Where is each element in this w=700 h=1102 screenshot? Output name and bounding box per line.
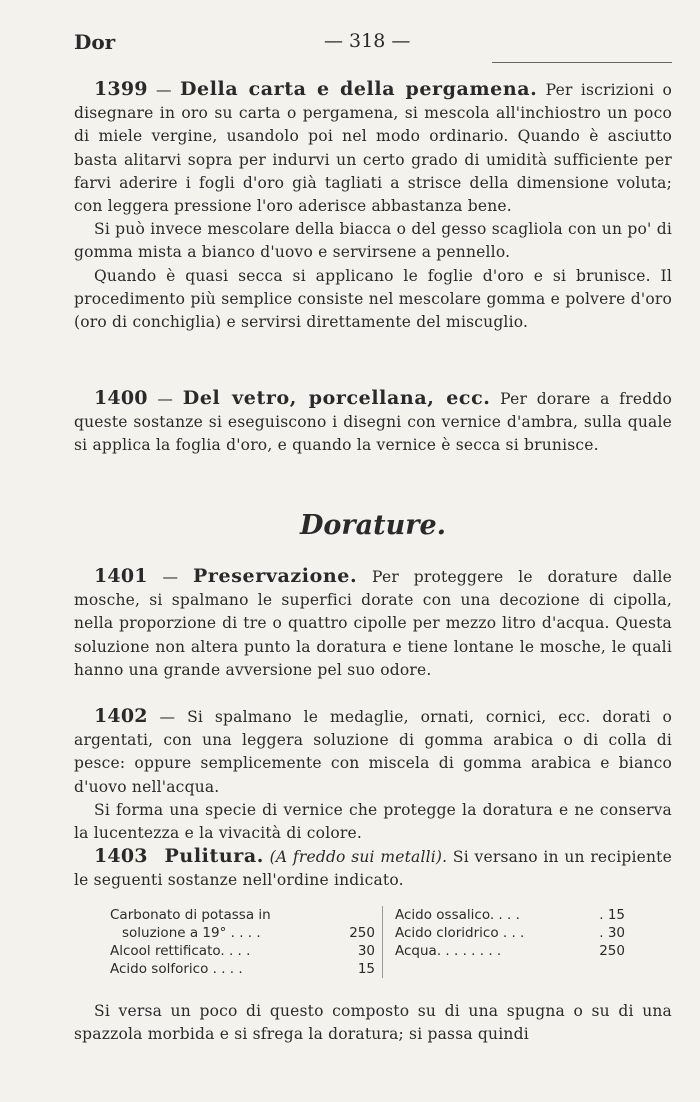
section-title: Dorature. xyxy=(299,510,447,541)
entry-1403 xyxy=(74,845,672,892)
paragraph xyxy=(74,387,672,458)
entry-1400 xyxy=(74,387,672,458)
page-header xyxy=(74,30,672,56)
paragraph: Si può invece mescolare della biacca o del gesso scagliola con un po' di gomma mista a bianco d'uovo e servirsene a pennello. xyxy=(74,220,672,262)
header-rule xyxy=(492,62,672,63)
closing-text xyxy=(74,1000,672,1046)
paragraph xyxy=(74,845,672,892)
dash: — xyxy=(147,708,188,726)
entry-text: Per iscrizioni o disegnare in oro su carta o pergamena, si mescola all'inchiostro un poco di miele vergine, usandolo poi nel modo ordinario. Quando è asciutto basta alitarvi sopra per indurvi un certo grado di umidità sufficiente per farvi aderire i fogli d'oro già tagliati a strisce della dimensione voluta; con leggera pressione l'oro aderisce abbastanza bene. xyxy=(74,81,673,216)
entry-text: Si spalmano le medaglie, ornati, cornici, ecc. dorati o argentati, con una leggera soluzione di gomma arabica o di colla di pesce: oppure semplicemente con miscela di gomma arabica e bianco d'uovo nell'acqua. xyxy=(74,708,672,796)
dash: — xyxy=(147,81,180,99)
entry-title: Preservazione. xyxy=(193,565,358,587)
recipe-row xyxy=(110,960,375,978)
running-title: Dor xyxy=(74,30,116,54)
ingredient-name: Acqua. . . . . . . . xyxy=(395,943,502,959)
ingredient-quantity: 15 xyxy=(357,961,375,977)
ingredient-name: Acido ossalico. . . . xyxy=(395,907,520,923)
recipe-row xyxy=(110,906,375,924)
entry-text: Per proteggere le dorature dalle mosche, si spalmano le superfici dorate con una decozione di cipolla, nella proporzione di tre o quattro cipolle per mezzo litro d'acqua. Questa soluzione non altera punto la doratura e tiene lontane le mosche, le quali hanno una grande avversione pel suo odore. xyxy=(74,568,672,679)
dash: — xyxy=(147,390,183,408)
entry-title: Del vetro, porcellana, ecc. xyxy=(182,387,491,409)
paragraph: Si versa un poco di questo composto su di una spugna o su di una spazzola morbida e si sfrega la doratura; si passa quindi xyxy=(74,1002,672,1044)
entry-number: 1399 xyxy=(94,78,148,100)
entry-title: Della carta e della pergamena. xyxy=(179,78,538,100)
recipe-row xyxy=(110,924,375,942)
paragraph xyxy=(74,78,672,218)
ingredient-name: soluzione a 19° . . . . xyxy=(122,925,261,941)
entry-1402 xyxy=(74,705,672,845)
recipe-row xyxy=(110,942,375,960)
ingredient-name: Alcool rettificato. . . . xyxy=(110,943,251,959)
entry-title: Pulitura. xyxy=(164,845,265,867)
dash: — xyxy=(147,568,194,586)
recipe-row xyxy=(395,906,665,924)
paragraph xyxy=(74,705,672,799)
entry-number: 1402 xyxy=(94,705,148,727)
page xyxy=(74,30,672,56)
ingredient-name: Carbonato di potassa in xyxy=(110,907,271,923)
ingredient-quantity: . 15 xyxy=(599,907,625,923)
entry-number: 1400 xyxy=(94,387,148,409)
page-number: — 318 — xyxy=(324,30,411,52)
ingredient-quantity: 250 xyxy=(599,943,625,959)
ingredient-quantity: 30 xyxy=(357,943,375,959)
ingredient-name: Acido cloridrico . . . xyxy=(395,925,525,941)
ingredient-quantity: . 30 xyxy=(599,925,625,941)
recipe-row xyxy=(395,924,665,942)
entry-subtitle: (A freddo sui metalli). xyxy=(269,848,448,866)
ingredient-quantity: 250 xyxy=(349,925,375,941)
entry-1401 xyxy=(74,565,672,682)
column-divider xyxy=(382,906,383,978)
paragraph xyxy=(74,565,672,682)
recipe-column-left xyxy=(110,906,375,978)
entry-number: 1403 xyxy=(94,845,148,867)
recipe-row xyxy=(395,942,665,960)
entry-text: Si versano in un recipiente le seguenti sostanze nell'ordine indicato. xyxy=(74,848,672,890)
entry-text: Per dorare a freddo queste sostanze si eseguiscono i disegni con vernice d'ambra, sulla quale si applica la foglia d'oro, e quando la vernice è secca si brunisce. xyxy=(74,390,672,455)
ingredient-name: Acido solforico . . . . xyxy=(110,961,243,977)
paragraph: Quando è quasi secca si applicano le foglie d'oro e si brunisce. Il procedimento più semplice consiste nel mescolare gomma e polvere d'oro (oro di conchiglia) e servirsi direttamente del miscuglio. xyxy=(74,266,672,332)
entry-1399 xyxy=(74,78,672,334)
recipe-column-right xyxy=(395,906,665,960)
entry-number: 1401 xyxy=(94,565,148,587)
recipe-table xyxy=(110,906,670,978)
paragraph: Si forma una specie di vernice che protegge la doratura e ne conserva la lucentezza e la vivacità di colore. xyxy=(74,800,672,843)
